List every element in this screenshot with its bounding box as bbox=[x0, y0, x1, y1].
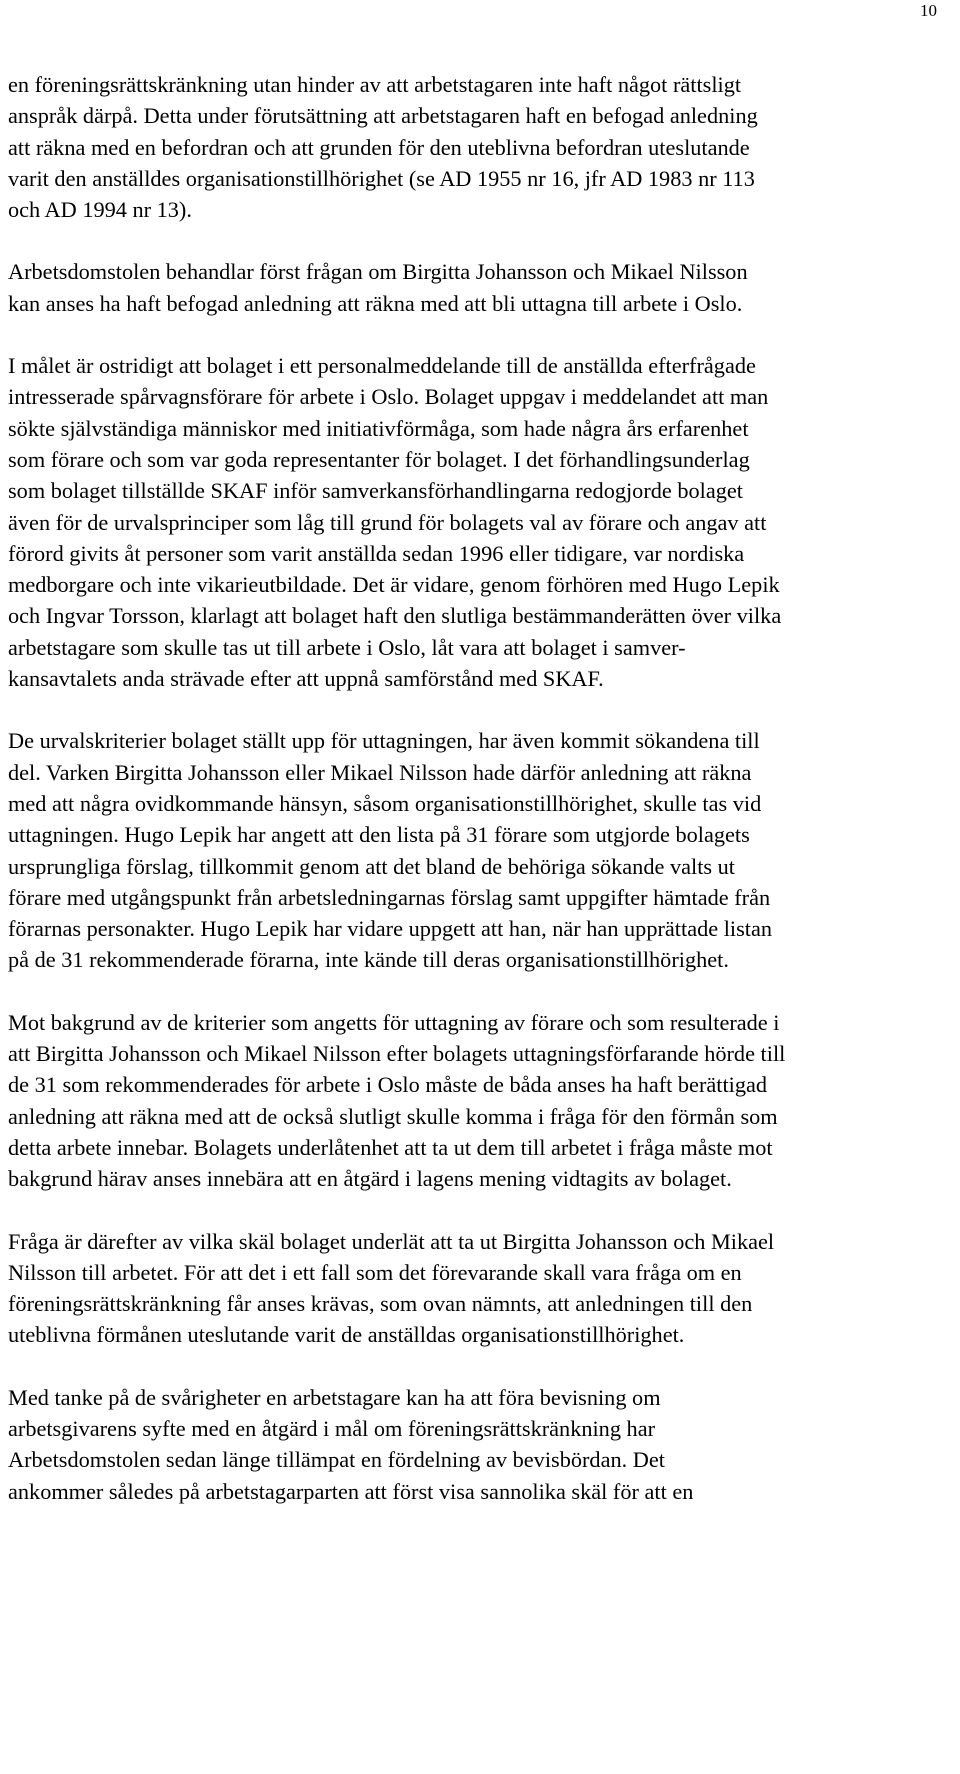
text-line: Nilsson till arbetet. För att det i ett fall som det förevarande skall vara fråga om en bbox=[8, 1259, 742, 1285]
text-line: De urvalskriterier bolaget ställt upp för uttagningen, har även kommit sökandena till bbox=[8, 728, 760, 754]
text-line: förare med utgångspunkt från arbetsledningarnas förslag samt uppgifter hämtade från bbox=[8, 884, 771, 910]
paragraph-4 bbox=[8, 725, 958, 975]
text-line: kan anses ha haft befogad anledning att räkna med att bli uttagna till arbete i Oslo. bbox=[8, 290, 743, 316]
text-line: Med tanke på de svårigheter en arbetstagare kan ha att föra bevisning om bbox=[8, 1384, 661, 1410]
paragraph-5 bbox=[8, 1007, 958, 1195]
text-line: på de 31 rekommenderade förarna, inte kände till deras organisationstillhörighet. bbox=[8, 947, 729, 973]
document-body bbox=[8, 69, 958, 1538]
text-line: bakgrund härav anses innebära att en åtgärd i lagens mening vidtagits av bolaget. bbox=[8, 1166, 732, 1192]
text-line: som bolaget tillställde SKAF inför samverkansförhandlingarna redogjorde bolaget bbox=[8, 478, 744, 504]
text-line: att räkna med en befordran och att grunden för den uteblivna befordran uteslutande bbox=[8, 134, 750, 160]
text-line: uteblivna förmånen uteslutande varit de anställdas organisationstillhörighet. bbox=[8, 1322, 685, 1348]
text-line: varit den anställdes organisationstillhörighet (se AD 1955 nr 16, jfr AD 1983 nr 113 bbox=[8, 165, 755, 191]
text-line: de 31 som rekommenderades för arbete i Oslo måste de båda anses ha haft berättigad bbox=[8, 1072, 768, 1098]
text-line: förord givits åt personer som varit anställda sedan 1996 eller tidigare, var nordiska bbox=[8, 540, 745, 566]
text-line: och Ingvar Torsson, klarlagt att bolaget haft den slutliga bestämmanderätten över vilka bbox=[8, 603, 782, 629]
text-line: med att några ovidkommande hänsyn, såsom organisationstillhörighet, skulle tas vid bbox=[8, 790, 762, 816]
paragraph-6 bbox=[8, 1226, 958, 1351]
text-line: arbetsgivarens syfte med en åtgärd i mål om föreningsrättskränkning har bbox=[8, 1415, 656, 1441]
text-line: som förare och som var goda representanter för bolaget. I det förhandlingsunderlag bbox=[8, 446, 750, 472]
text-line: sökte självständiga människor med initiativförmåga, som hade några års erfarenhet bbox=[8, 415, 749, 441]
text-line: och AD 1994 nr 13). bbox=[8, 197, 192, 223]
text-line: att Birgitta Johansson och Mikael Nilsson efter bolagets uttagningsförfarande hörde till bbox=[8, 1041, 786, 1067]
text-line: ankommer således på arbetstagarparten att först visa sannolika skäl för att en bbox=[8, 1478, 694, 1504]
page-number: 10 bbox=[920, 1, 937, 20]
text-line: Arbetsdomstolen behandlar först frågan om Birgitta Johansson och Mikael Nilsson bbox=[8, 259, 748, 285]
paragraph-7 bbox=[8, 1382, 958, 1507]
text-line: intresserade spårvagnsförare för arbete i Oslo. Bolaget uppgav i meddelandet att man bbox=[8, 384, 769, 410]
text-line: I målet är ostridigt att bolaget i ett personalmeddelande till de anställda efterfrågade bbox=[8, 353, 756, 379]
text-line: även för de urvalsprinciper som låg till grund för bolagets val av förare och angav att bbox=[8, 509, 767, 535]
text-line: uttagningen. Hugo Lepik har angett att den lista på 31 förare som utgjorde bolagets bbox=[8, 822, 750, 848]
text-line: ursprungliga förslag, tillkommit genom att det bland de behöriga sökande valts ut bbox=[8, 853, 735, 879]
text-line: en föreningsrättskränkning utan hinder av att arbetstagaren inte haft något rättsligt bbox=[8, 72, 742, 97]
text-line: kansavtalets anda strävade efter att uppnå samförstånd med SKAF. bbox=[8, 666, 604, 692]
text-line: Arbetsdomstolen sedan länge tillämpat en fördelning av bevisbördan. Det bbox=[8, 1447, 665, 1473]
text-line: Mot bakgrund av de kriterier som angetts för uttagning av förare och som resulterade i bbox=[8, 1009, 780, 1035]
paragraph-2 bbox=[8, 256, 958, 319]
text-line: medborgare och inte vikarieutbildade. Det är vidare, genom förhören med Hugo Lepik bbox=[8, 572, 780, 598]
text-line: anspråk därpå. Detta under förutsättning att arbetstagaren haft en befogad anledning bbox=[8, 103, 758, 129]
text-line: Fråga är därefter av vilka skäl bolaget underlät att ta ut Birgitta Johansson och Mikael bbox=[8, 1228, 775, 1254]
paragraph-3 bbox=[8, 350, 958, 694]
text-line: förarnas personakter. Hugo Lepik har vidare uppgett att han, när han upprättade listan bbox=[8, 916, 773, 942]
paragraph-1 bbox=[8, 69, 958, 225]
text-line: anledning att räkna med att de också slutligt skulle komma i fråga för den förmån som bbox=[8, 1103, 778, 1129]
text-line: del. Varken Birgitta Johansson eller Mikael Nilsson hade därför anledning att räkna bbox=[8, 759, 752, 785]
text-line: arbetstagare som skulle tas ut till arbete i Oslo, låt vara att bolaget i samver- bbox=[8, 634, 686, 660]
text-line: föreningsrättskränkning får anses krävas, som ovan nämnts, att anledningen till den bbox=[8, 1291, 753, 1317]
text-line: detta arbete innebar. Bolagets underlåtenhet att ta ut dem till arbetet i fråga måste mot bbox=[8, 1134, 773, 1160]
